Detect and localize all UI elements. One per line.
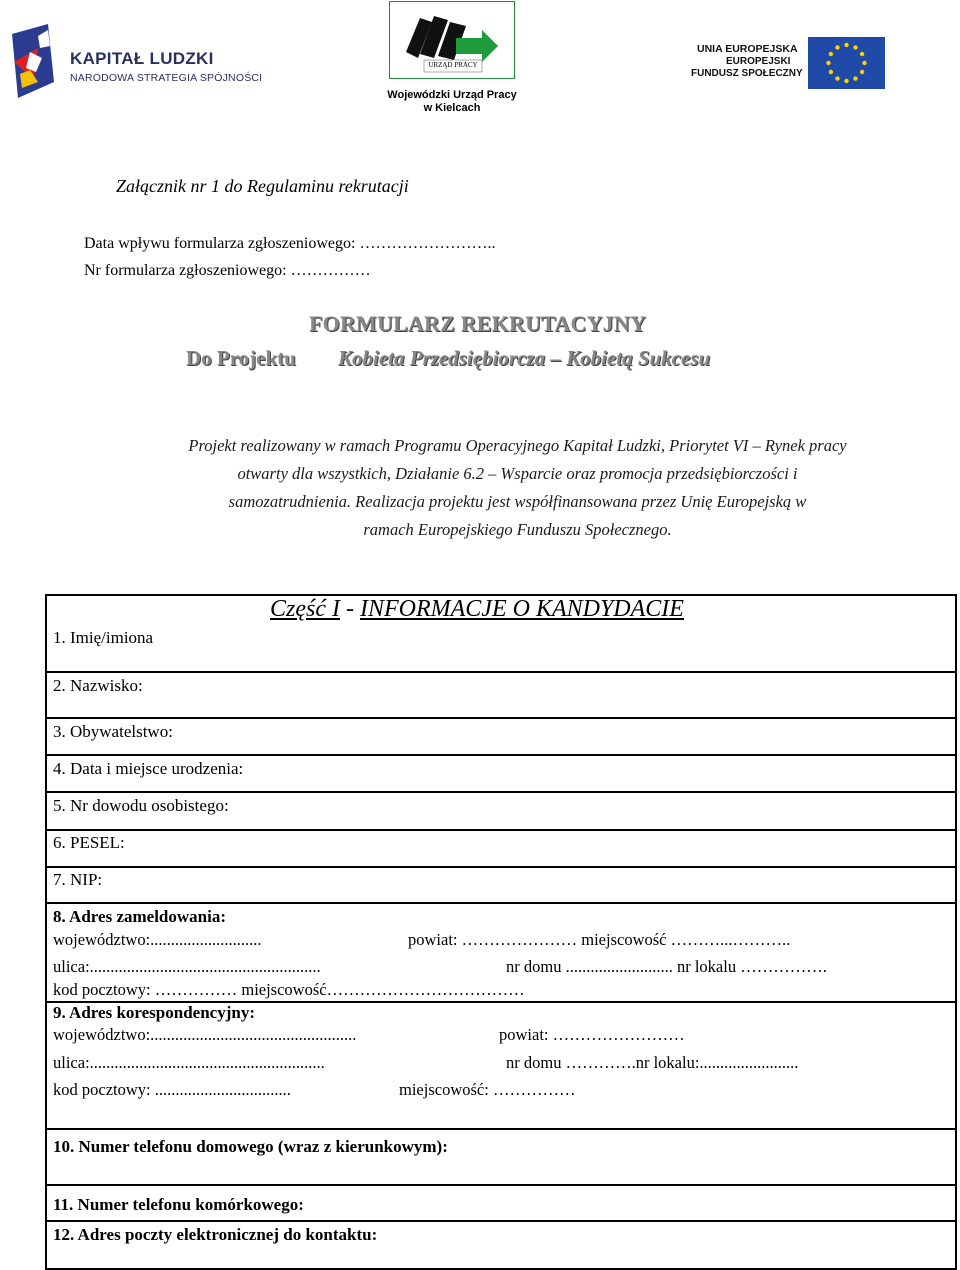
row-divider (45, 1220, 957, 1222)
wup-name-line1: Wojewódzki Urząd Pracy (387, 89, 517, 101)
row-divider (45, 791, 957, 793)
wup-name-line2: w Kielcach (423, 102, 481, 114)
field-home-phone[interactable]: 10. Numer telefonu domowego (wraz z kierunkowym): (53, 1137, 448, 1156)
field-correspondence-address: 9. Adres korespondencyjny: (53, 1003, 255, 1022)
correspondence-street[interactable]: ulica:......................................................... (53, 1053, 325, 1072)
ue-text-line1: UNIA EUROPEJSKA (697, 43, 798, 55)
ue-text-line2: EUROPEJSKI (726, 56, 791, 67)
correspondence-postal-code[interactable]: kod pocztowy: ................................. (53, 1080, 291, 1099)
title-prefix: Do Projektu (186, 346, 296, 370)
project-info-line: Projekt realizowany w ramach Programu Operacyjnego Kapitał Ludzki, Priorytet VI – Rynek pracy (188, 436, 847, 455)
field-birth-date-place[interactable]: 4. Data i miejsce urodzenia: (53, 759, 244, 778)
field-nip[interactable]: 7. NIP: (53, 870, 103, 889)
project-info-line: ramach Europejskiego Funduszu Społecznego. (363, 520, 672, 539)
field-citizenship[interactable]: 3. Obywatelstwo: (53, 722, 173, 741)
registered-street[interactable]: ulica:........................................................ (53, 957, 321, 976)
part-title (270, 596, 684, 623)
ue-text-line3: FUNDUSZ SPOŁECZNY (691, 68, 803, 79)
wup-logo (389, 1, 515, 79)
row-divider (45, 1184, 957, 1186)
row-divider (45, 671, 957, 673)
correspondence-voivodeship[interactable]: województwo:.................................................. (53, 1025, 357, 1044)
part-title-separator: - (339, 596, 360, 622)
registered-voivodeship[interactable]: województwo:........................... (53, 930, 262, 949)
eu-flag-icon (808, 37, 885, 89)
row-divider (45, 866, 957, 868)
field-email[interactable]: 12. Adres poczty elektronicznej do kontaktu: (53, 1225, 378, 1244)
registered-county-city[interactable]: powiat: ………………… miejscowość ………...……….. (408, 930, 791, 949)
row-divider (45, 829, 957, 831)
form-title: FORMULARZ REKRUTACYJNY (309, 311, 647, 336)
project-info-line: samozatrudnienia. Realizacja projektu jest współfinansowana przez Unię Europejską w (228, 492, 807, 511)
registered-postal-code[interactable]: kod pocztowy: …………… miejscowość……………………………… (53, 980, 525, 999)
field-registered-address: 8. Adres zameldowania: (53, 907, 226, 926)
registered-house-number[interactable]: nr domu .......................... nr lokalu ……………. (506, 957, 827, 976)
field-first-name[interactable]: 1. Imię/imiona (53, 628, 154, 647)
annex-label: Załącznik nr 1 do Regulaminu rekrutacji (116, 176, 409, 196)
row-divider (45, 1128, 957, 1130)
kapital-ludzki-subtitle: NARODOWA STRATEGIA SPÓJNOŚCI (70, 72, 263, 84)
field-last-name[interactable]: 2. Nazwisko: (53, 676, 143, 695)
correspondence-county[interactable]: powiat: …………………… (499, 1025, 685, 1044)
field-id-number[interactable]: 5. Nr dowodu osobistego: (53, 796, 229, 815)
row-divider (45, 754, 957, 756)
correspondence-city[interactable]: miejscowość: …………… (399, 1080, 576, 1099)
wup-badge-text: URZĄD PRACY (428, 61, 478, 69)
row-divider (45, 902, 957, 904)
project-info-line: otwarty dla wszystkich, Działanie 6.2 – Wsparcie oraz promocja przedsiębiorczości i (237, 464, 798, 483)
project-name: Kobieta Przedsiębiorcza – Kobietą Sukcesu (338, 346, 711, 370)
form-number-line: Nr formularza zgłoszeniowego: …………… (84, 262, 371, 279)
kapital-ludzki-title: KAPITAŁ LUDZKI (70, 49, 214, 68)
field-pesel[interactable]: 6. PESEL: (53, 833, 125, 852)
part-title-text: INFORMACJE O KANDYDACIE (359, 596, 684, 622)
part-title-number: Część I (270, 596, 340, 622)
row-divider (45, 717, 957, 719)
receipt-date-line: Data wpływu formularza zgłoszeniowego: …………………….. (84, 235, 496, 252)
field-mobile-phone[interactable]: 11. Numer telefonu komórkowego: (53, 1195, 304, 1214)
correspondence-house-number[interactable]: nr domu ………….nr lokalu:........................ (506, 1053, 799, 1072)
